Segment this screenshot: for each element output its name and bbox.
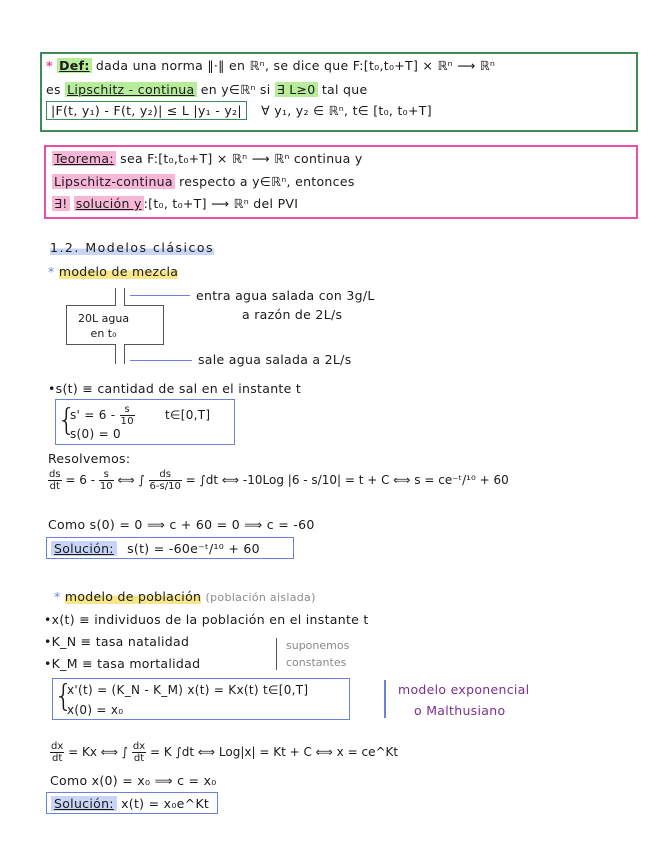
pop-model-heading bbox=[54, 589, 316, 604]
theorem-text-3: :[t₀, t₀+T] ⟶ ℝⁿ del PVI bbox=[143, 196, 299, 211]
pop-solution-label: Solución: bbox=[51, 796, 117, 811]
solution-term: solución y bbox=[75, 196, 142, 211]
definition-text-2a: es bbox=[46, 82, 61, 97]
star-icon: * bbox=[46, 58, 53, 73]
mix-como: Como s(0) = 0 ⟹ c + 60 = 0 ⟹ c = -60 bbox=[48, 517, 315, 532]
tank-bottom-left bbox=[66, 344, 116, 345]
fraction bbox=[48, 469, 62, 492]
definition-text-2b: en y∈ℝⁿ si bbox=[200, 82, 271, 97]
tank-outlet-left bbox=[115, 344, 116, 364]
frac-den: dt bbox=[133, 753, 145, 764]
frac-den: 10 bbox=[99, 481, 113, 492]
tank-top-right bbox=[124, 305, 164, 306]
pop-model-subtitle: (población aislada) bbox=[205, 591, 316, 604]
lipschitz-term: Lipschitz - continua bbox=[67, 82, 195, 97]
definition-text-3: ∀ y₁, y₂ ∈ ℝⁿ, t∈ [t₀, t₀+T] bbox=[261, 103, 432, 118]
inflow-text-2: a razón de 2L/s bbox=[242, 307, 343, 322]
resolvemos-label: Resolvemos: bbox=[48, 451, 131, 466]
theorem-label: Teorema: bbox=[54, 151, 114, 166]
section-title: 1.2. Modelos clásicos bbox=[50, 240, 215, 255]
star-icon: * bbox=[48, 264, 55, 279]
tank-label bbox=[78, 311, 129, 341]
pop-system-eq-1: x'(t) = (K_N - K_M) x(t) = Kx(t) t∈[0,T] bbox=[67, 683, 309, 697]
definition-line-2 bbox=[46, 82, 367, 97]
tank-label-1: 20L agua bbox=[78, 312, 130, 325]
fraction bbox=[132, 741, 146, 764]
outflow-arrow bbox=[130, 360, 192, 361]
mix-eq1-b: t∈[0,T] bbox=[165, 408, 211, 422]
pop-system-eq-2: x(0) = x₀ bbox=[67, 703, 124, 717]
mix-solution-label: Solución: bbox=[51, 541, 117, 556]
lipschitz-formula: |F(t, y₁) - F(t, y₂)| ≤ L |y₁ - y₂| bbox=[46, 101, 247, 120]
model-name-1: modelo exponencial bbox=[398, 682, 530, 697]
mix-system-eq-1 bbox=[70, 404, 210, 427]
model-name-bar bbox=[384, 680, 386, 718]
exists-L: ∃ L≥0 bbox=[276, 82, 316, 97]
theorem-line-2 bbox=[52, 174, 355, 189]
assumption-note bbox=[286, 637, 349, 671]
pop-model-title: modelo de población bbox=[64, 589, 202, 604]
system-brace: { bbox=[54, 679, 74, 714]
pop-sol-b: = K ∫dt ⟺ Log|x| = Kt + C ⟺ x = ce^Kt bbox=[149, 745, 399, 759]
fraction bbox=[50, 741, 64, 764]
tank-outlet-right bbox=[124, 344, 125, 364]
theorem-lipschitz-term: Lipschitz-continua bbox=[54, 174, 173, 189]
frac-num: dx bbox=[51, 741, 64, 752]
model-name-2: o Malthusiano bbox=[414, 703, 506, 718]
mix-model-title: modelo de mezcla bbox=[58, 264, 179, 279]
fraction bbox=[149, 469, 182, 492]
mix-solution bbox=[51, 541, 260, 556]
pop-como: Como x(0) = x₀ ⟹ c = x₀ bbox=[50, 773, 217, 788]
mix-sol-a: = 6 - bbox=[65, 473, 96, 487]
frac-den: dt bbox=[51, 753, 63, 764]
mix-system-eq-2: s(0) = 0 bbox=[70, 427, 121, 441]
definition-line-1 bbox=[46, 58, 495, 73]
mix-model-heading bbox=[48, 264, 178, 279]
outflow-text: sale agua salada a 2L/s bbox=[198, 352, 352, 367]
definition-label: Def: bbox=[59, 58, 90, 73]
theorem-text-1: sea F:[t₀,t₀+T] × ℝⁿ ⟶ ℝⁿ continua y bbox=[120, 151, 363, 166]
unique-exists: ∃! bbox=[54, 196, 68, 211]
inflow-arrow bbox=[130, 295, 190, 296]
mix-solution-line bbox=[48, 469, 509, 492]
star-icon: * bbox=[54, 589, 61, 604]
tank-inlet-right bbox=[124, 288, 125, 306]
fraction bbox=[99, 469, 114, 492]
frac-num: s bbox=[120, 404, 135, 416]
inflow-text-1: entra agua salada con 3g/L bbox=[196, 288, 375, 303]
mix-eq1-a: s' = 6 - bbox=[70, 408, 116, 422]
tank-inlet-left bbox=[115, 288, 116, 306]
pop-solution-formula: x(t) = x₀e^Kt bbox=[121, 796, 210, 811]
def-x: •x(t) ≡ individuos de la población en el instante t bbox=[44, 612, 369, 627]
def-s: •s(t) ≡ cantidad de sal en el instante t bbox=[48, 381, 302, 396]
theorem-line-1 bbox=[52, 151, 363, 166]
mix-solution-formula: s(t) = -60e⁻ᵗ/¹⁰ + 60 bbox=[127, 541, 260, 556]
mix-sol-c: = ∫dt ⟺ -10Log |6 - s/10| = t + C ⟺ s = ce⁻ᵗ/¹⁰ + 60 bbox=[185, 473, 509, 487]
suponemos-text: suponemos bbox=[286, 639, 350, 652]
definition-text-2c: tal que bbox=[321, 82, 368, 97]
tank-wall-right bbox=[163, 305, 164, 345]
def-kn: •K_N ≡ tasa natalidad bbox=[44, 634, 190, 649]
pop-sol-a: = Kx ⟺ ∫ bbox=[68, 745, 129, 759]
tank-top-left bbox=[66, 305, 116, 306]
frac-num: ds bbox=[149, 469, 182, 481]
constantes-text: constantes bbox=[286, 656, 347, 669]
frac-den: 6-s/10 bbox=[149, 481, 181, 492]
assumption-bar bbox=[276, 638, 277, 670]
pop-solution bbox=[51, 796, 209, 811]
def-km: •K_M ≡ tasa mortalidad bbox=[44, 656, 201, 671]
tank-bottom-right bbox=[124, 344, 164, 345]
definition-text-1: dada una norma ‖·‖ en ℝⁿ, se dice que F:[t₀,t₀+T] × ℝⁿ ⟶ ℝⁿ bbox=[95, 58, 496, 73]
frac-num: dx bbox=[132, 741, 146, 752]
frac-den: 10 bbox=[120, 416, 134, 427]
fraction bbox=[120, 404, 135, 427]
theorem-text-2: respecto a y∈ℝⁿ, entonces bbox=[179, 174, 355, 189]
frac-den: dt bbox=[49, 481, 60, 492]
frac-num: s bbox=[99, 469, 114, 481]
mix-sol-b: ⟺ ∫ bbox=[117, 473, 145, 487]
tank-label-2: en t₀ bbox=[90, 327, 117, 340]
tank-wall-left bbox=[66, 305, 67, 345]
theorem-line-3 bbox=[52, 196, 298, 211]
definition-line-3 bbox=[46, 103, 432, 118]
pop-solution-line bbox=[50, 741, 398, 764]
system-brace: { bbox=[57, 403, 77, 438]
frac-num: ds bbox=[49, 469, 61, 480]
